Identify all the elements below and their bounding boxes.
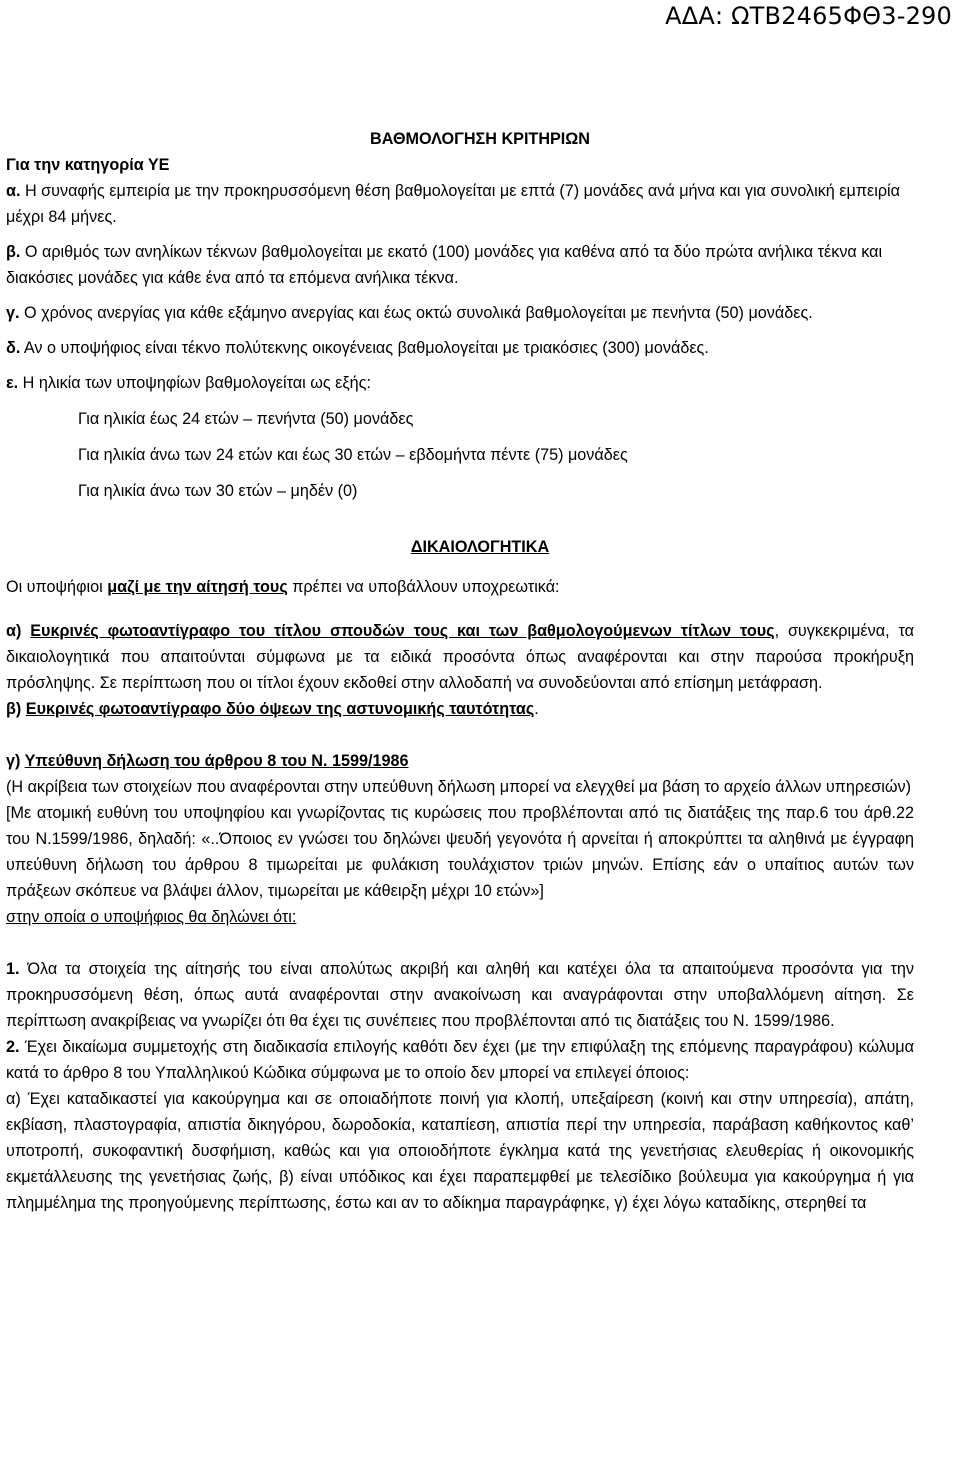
doc-item-c-label: γ) [6, 752, 25, 770]
doc-item-b-end: . [534, 700, 539, 718]
declaration-2a: α) Έχει καταδικαστεί για κακούργημα και σε οποιαδήποτε ποινή για κλοπή, υπεξαίρεση (κοινή και στην υπηρεσία), απάτη, εκβίαση, πλαστογραφία, απιστία δικηγόρου, δωροδοκία, καταπίεση, απιστία περί την υπηρεσία, παράβαση καθήκοντος καθ’ υποτροπή, συκοφαντική δυσφήμιση, καθώς και για οποιοδήποτε έγκλημα κατά της γενετήσιας ελευθερίας ή οικονομικής εκμετάλλευσης της γενετήσιας ζωής, β) είναι υπόδικος και έχει παραπεμφθεί με τελεσίδικο βούλευμα για κακούργημα ή για πλημμέλημα της προηγούμενης περίπτωσης, έστω και αν το αδίκημα παραγράφηκε, γ) έχει λόγω καταδίκης, στερηθεί τα [6, 1090, 914, 1212]
docs-intro-pre: Οι υποψήφιοι [6, 578, 108, 596]
doc-item-a [6, 618, 914, 696]
declaration-2-text: Έχει δικαίωμα συμμετοχής στη διαδικασία επιλογής καθότι δεν έχει (με την επιφύλαξη της επόμενης παραγράφου) κώλυμα κατά το άρθρο 8 του Υπαλληλικού Κώδικα σύμφωνα με το οποίο δεν μπορεί να επιλεγεί όποιος: [6, 1038, 914, 1082]
criterion-d-text: Αν ο υποψήφιος είναι τέκνο πολύτεκνης οικογένειας βαθμολογείται με τριακόσιες (300) μονάδες. [20, 339, 709, 357]
criterion-b-label: β. [6, 243, 21, 261]
criterion-c-label: γ. [6, 304, 20, 322]
criterion-a-label: α. [6, 182, 21, 200]
doc-item-c-title: Υπεύθυνη δήλωση του άρθρου 8 του Ν. 1599/1986 [24, 752, 409, 770]
doc-item-c-declare: στην οποία ο υποψήφιος θα δηλώνει ότι: [6, 908, 297, 926]
declaration-1-label: 1. [6, 960, 20, 978]
doc-item-a-text: , συγκεκριμένα, τα δικαιολογητικά που απαιτούνται σύμφωνα με τα ειδικά προσόντα όπως αναφέρονται και στην παρούσα προκήρυξη πρόσληψης. Σε περίπτωση που οι τίτλοι έχουν εκδοθεί στην αλλοδαπή να συνοδεύονται από επίσημη μετάφραση. [6, 622, 914, 692]
criterion-c [6, 300, 914, 326]
document-page [6, 126, 914, 1216]
declaration-2 [6, 1034, 914, 1086]
criterion-b-text: Ο αριθμός των ανηλίκων τέκνων βαθμολογείται με εκατό (100) μονάδες για καθένα από τα δύο πρώτα ανήλικα τέκνα και διακόσιες μονάδες για κάθε ένα από τα επόμενα ανήλικα τέκνα. [6, 243, 883, 287]
category-heading: Για την κατηγορία ΥΕ [6, 156, 170, 174]
declaration-2-label: 2. [6, 1038, 20, 1056]
docs-intro [6, 574, 914, 600]
doc-item-a-label: α) [6, 622, 31, 640]
docs-intro-post: πρέπει να υποβάλλουν υποχρεωτικά: [287, 578, 560, 596]
criterion-e-label: ε. [6, 374, 19, 392]
criterion-a [6, 178, 914, 230]
doc-item-b [6, 696, 914, 722]
ada-code: ΑΔΑ: ΩΤΒ2465ΦΘ3-290 [665, 2, 952, 30]
doc-item-b-title: Ευκρινές φωτοαντίγραφο δύο όψεων της αστυνομικής ταυτότητας [25, 700, 535, 718]
criterion-a-text: Η συναφής εμπειρία με την προκηρυσσόμενη θέση βαθμολογείται με επτά (7) μονάδες ανά μήνα και για συνολική εμπειρία μέχρι 84 μήνες. [6, 182, 900, 226]
criterion-c-text: Ο χρόνος ανεργίας για κάθε εξάμηνο ανεργίας και έως οκτώ συνολικά βαθμολογείται με πενήντα (50) μονάδες. [19, 304, 813, 322]
doc-item-c-bracket: [Με ατομική ευθύνη του υποψηφίου και γνωρίζοντας τις κυρώσεις που προβλέπονται από τις διατάξεις της παρ.6 του άρθ.22 του Ν.1599/1986, δηλαδή: «..Όποιος εν γνώσει του δηλώνει ψευδή γεγονότα ή αρνείται ή αποκρύπτει τα αληθινά με έγγραφη υπεύθυνη δήλωση του άρθρου 8 τιμωρείται με φυλάκιση τουλάχιστον τριών μηνών. Επίσης εάν ο υπαίτιος αυτών των πράξεων σκόπευε να βλάψει άλλον, τιμωρείται με κάθειρξη μέχρι 10 ετών»] [6, 804, 914, 900]
age-row: Για ηλικία άνω των 24 ετών και έως 30 ετών – εβδομήντα πέντε (75) μονάδες [78, 446, 628, 464]
doc-item-c [6, 748, 914, 774]
criterion-d-label: δ. [6, 339, 21, 357]
docs-title: ΔΙΚΑΙΟΛΟΓΗΤΙΚΑ [410, 538, 550, 556]
criterion-e [6, 370, 914, 396]
scoring-title: ΒΑΘΜΟΛΟΓΗΣΗ ΚΡΙΤΗΡΙΩΝ [370, 130, 590, 148]
criterion-b [6, 239, 914, 291]
criterion-d [6, 335, 914, 361]
doc-item-c-note: (Η ακρίβεια των στοιχείων που αναφέρονται στην υπεύθυνη δήλωση μπορεί να ελεγχθεί μα βάση το αρχείο άλλων υπηρεσιών) [6, 778, 911, 796]
declaration-1 [6, 956, 914, 1034]
age-row: Για ηλικία έως 24 ετών – πενήντα (50) μονάδες [78, 410, 414, 428]
doc-item-b-label: β) [6, 700, 26, 718]
declaration-1-text: Όλα τα στοιχεία της αίτησής του είναι απολύτως ακριβή και αληθή και κατέχει όλα τα απαιτούμενα προσόντα για την προκηρυσσόμενη θέση, όπως αυτά αναφέρονται στην ανακοίνωση και αναγράφονται στην υποβαλλόμενη αίτηση. Σε περίπτωση ανακρίβειας να γνωρίζει ότι θα έχει τις συνέπειες που προβλέπονται από τις διατάξεις του Ν. 1599/1986. [6, 960, 914, 1030]
docs-intro-underlined: μαζί με την αίτησή τους [107, 578, 288, 596]
age-row: Για ηλικία άνω των 30 ετών – μηδέν (0) [78, 482, 358, 500]
doc-item-a-title: Ευκρινές φωτοαντίγραφο του τίτλου σπουδών τους και των βαθμολογούμενων τίτλων τους [30, 622, 775, 640]
criterion-e-text: Η ηλικία των υποψηφίων βαθμολογείται ως εξής: [18, 374, 371, 392]
